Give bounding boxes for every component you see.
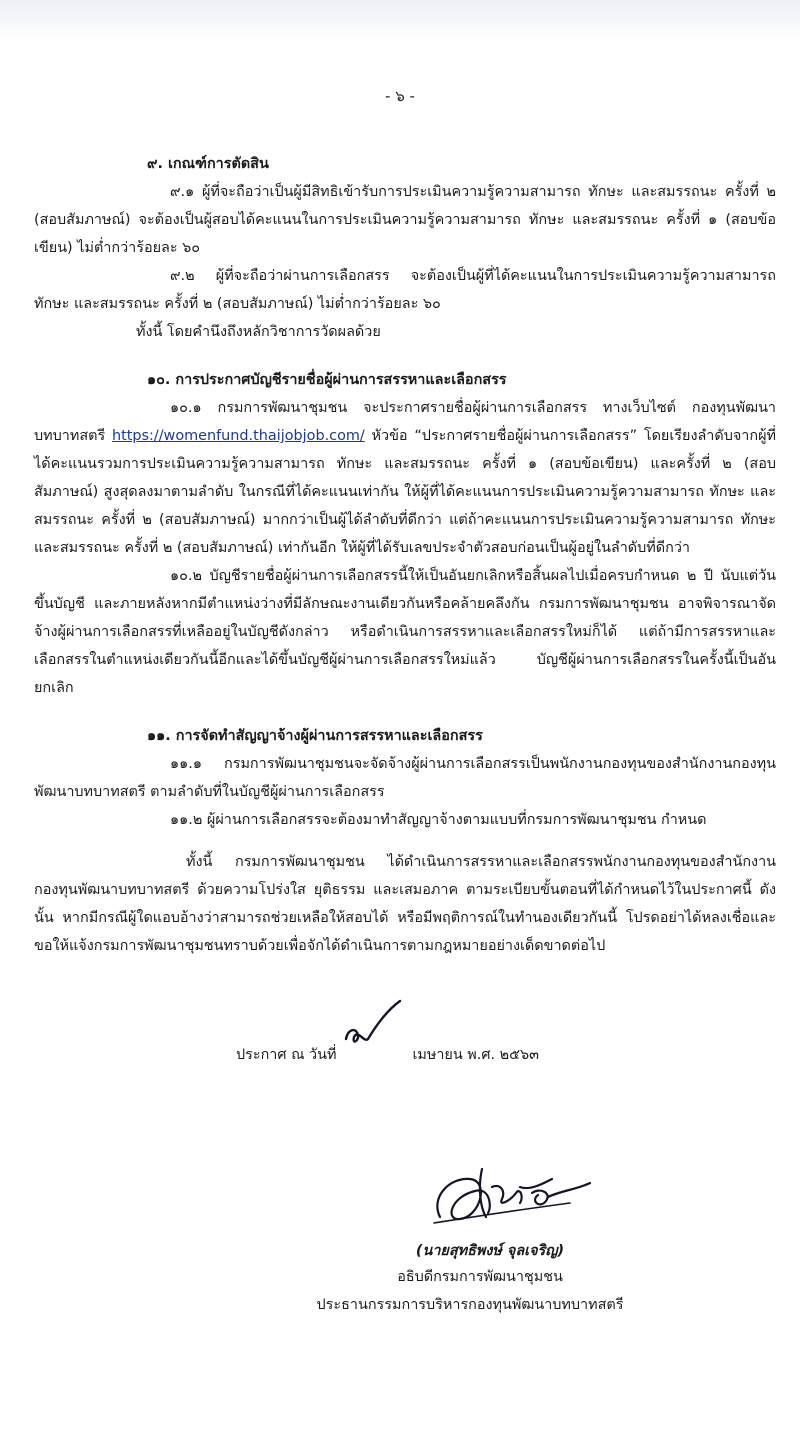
- womenfund-link[interactable]: https://womenfund.thaijobjob.com/: [111, 428, 365, 444]
- section-10-1-text-start: ๑๐.๑ กรมการพัฒนาชุมชน จะประกาศรายชื่อผู้ผ่านการเลือกสรร ทางเว็บไซต์ กองทุนพัฒนาบทบาทสตรี: [34, 400, 776, 444]
- signer-title-board-chairman: ประธานกรรมการบริหารกองทุนพัฒนาบทบาทสตรี: [316, 1297, 624, 1313]
- section-11-heading: ๑๑. การจัดทำสัญญาจ้างผู้ผ่านการสรรหาและเลือกสรร: [147, 728, 483, 744]
- section-11-2-paragraph: ๑๑.๒ ผู้ผ่านการเลือกสรรจะต้องมาทำสัญญาจ้างตามแบบที่กรมการพัฒนาชุมชน กำหนด: [170, 812, 707, 828]
- section-10-2-paragraph: ๑๐.๒ บัญชีรายชื่อผู้ผ่านการเลือกสรรนี้ให้เป็นอันยกเลิกหรือสิ้นผลไปเมื่อครบกำหนด ๒ ปี นับแต่วันขึ้นบัญชี และภายหลังหากมีตำแหน่งว่างที่มีลักษณะงานเดียวกันหรือคล้ายคลึงกัน กรมการพัฒนาชุมชน อาจพิจารณาจัดจ้างผู้ผ่านการเลือกสรรที่เหลืออยู่ในบัญชีดังกล่าว หรือดำเนินการสรรหาและเลือกสรรใหม่ก็ได้ แต่ถ้ามีการสรรหาและเลือกสรรในตำแหน่งเดียวกันนี้อีกและได้ขึ้นบัญชีผู้ผ่านการเลือกสรรใหม่แล้ว บัญชีผู้ผ่านการเลือกสรรในครั้งนี้เป็นอันยกเลิก: [34, 568, 776, 696]
- document-body: [34, 150, 776, 960]
- closing-paragraph: ทั้งนี้ กรมการพัฒนาชุมชน ได้ดำเนินการสรรหาและเลือกสรรพนักงานกองทุนของสำนักงานกองทุนพัฒนาบทบาทสตรี ด้วยความโปร่งใส ยุติธรรม และเสมอภาค ตามระเบียบขั้นตอนที่ได้กำหนดไว้ในประกาศนี้ ดังนั้น หากมีกรณีผู้ใดแอบอ้างว่าสามารถช่วยเหลือให้สอบได้ หรือมีพฤติการณ์ในทำนองเดียวกันนี้ โปรดอย่าได้หลงเชื่อและขอให้แจ้งกรมการพัฒนาชุมชนทราบด้วยเพื่อจักได้ดำเนินการตามกฎหมายอย่างเด็ดขาดต่อไป: [34, 854, 776, 954]
- section-9-heading: ๙. เกณฑ์การตัดสิน: [147, 156, 269, 172]
- section-9-2-paragraph: ๙.๒ ผู้ที่จะถือว่าผ่านการเลือกสรร จะต้องเป็นผู้ที่ได้คะแนนในการประเมินความรู้ความสามารถ ทักษะ และสมรรถนะ ครั้งที่ ๒ (สอบสัมภาษณ์) ไม่ต่ำกว่าร้อยละ ๖๐: [34, 268, 776, 312]
- section-11-1-paragraph: ๑๑.๑ กรมการพัฒนาชุมชนจะจัดจ้างผู้ผ่านการเลือกสรรเป็นพนักงานกองทุนของสำนักงานกองทุนพัฒนาบทบาทสตรี ตามลำดับที่ในบัญชีผู้ผ่านการเลือกสรร: [34, 756, 776, 800]
- page-number: - ๖ -: [385, 87, 415, 105]
- handwritten-signature: [420, 1157, 600, 1247]
- section-10-heading: ๑๐. การประกาศบัญชีรายชื่อผู้ผ่านการสรรหาและเลือกสรร: [147, 372, 507, 388]
- section-9-1-paragraph: ๙.๑ ผู้ที่จะถือว่าเป็นผู้มีสิทธิเข้ารับการประเมินความรู้ความสามารถ ทักษะ และสมรรถนะ ครั้งที่ ๒ (สอบสัมภาษณ์) จะต้องเป็นผู้สอบได้คะแนนในการประเมินความรู้ความสามารถ ทักษะ และสมรรถนะ ครั้งที่ ๑ (สอบข้อเขียน) ไม่ต่ำกว่าร้อยละ ๖๐: [34, 184, 776, 256]
- section-10-1-text-end: หัวข้อ “ประกาศรายชื่อผู้ผ่านการเลือกสรร” โดยเรียงลำดับจากผู้ที่ได้คะแนนรวมการประเมินความรู้ความสามารถ ทักษะ และสมรรถนะ ครั้งที่ ๑ (สอบข้อเขียน) และครั้งที่ ๒ (สอบสัมภาษณ์) สูงสุดลงมาตามลำดับ ในกรณีที่ได้คะแนนเท่ากัน ให้ผู้ที่ได้คะแนนการประเมินความรู้ความสามารถ ทักษะ และสมรรถนะ ครั้งที่ ๒ (สอบสัมภาษณ์) มากกว่าเป็นผู้ได้ลำดับที่ดีกว่า แต่ถ้าคะแนนการประเมินความรู้ความสามารถ ทักษะ และสมรรถนะ ครั้งที่ ๒ (สอบสัมภาษณ์) เท่ากันอีก ให้ผู้ที่ได้รับเลขประจำตัวสอบก่อนเป็นผู้อยู่ในลำดับที่ดีกว่า: [34, 428, 776, 556]
- signature-block: [0, 1035, 800, 1435]
- signer-name: (นายสุทธิพงษ์ จุลเจริญ): [415, 1243, 565, 1259]
- signer-title-director-general: อธิบดีกรมการพัฒนาชุมชน: [397, 1269, 563, 1285]
- date-month-year: เมษายน พ.ศ. ๒๕๖๓: [412, 1047, 539, 1063]
- handwritten-day-mark: [338, 999, 408, 1069]
- scan-edge-shading: [0, 0, 800, 40]
- date-prefix: ประกาศ ณ วันที่: [236, 1047, 337, 1063]
- section-10-1-paragraph: [34, 394, 776, 562]
- section-9-note: ทั้งนี้ โดยคำนึงถึงหลักวิชาการวัดผลด้วย: [136, 324, 381, 340]
